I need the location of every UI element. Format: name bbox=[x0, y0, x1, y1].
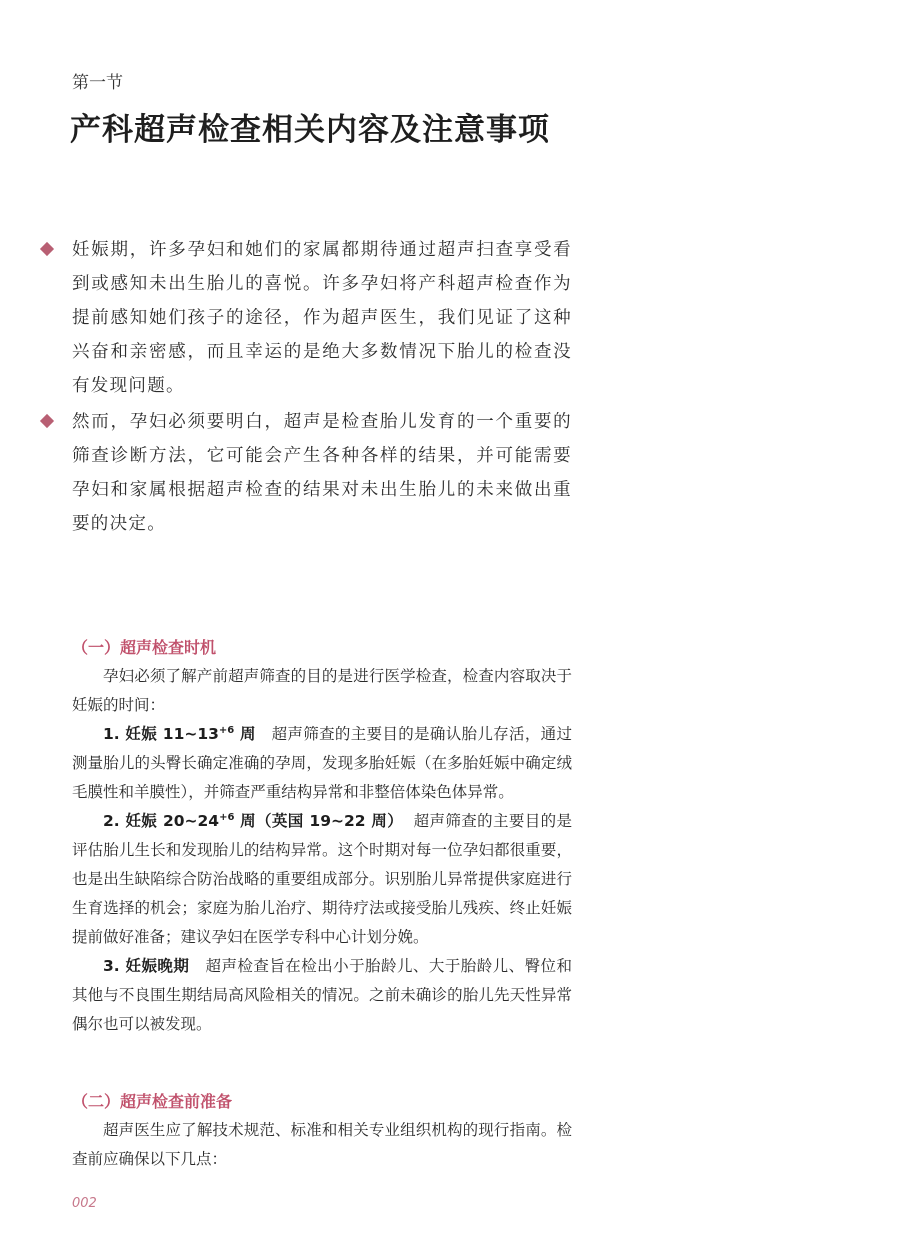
diamond-bullet-icon bbox=[40, 414, 54, 428]
section-heading: （一）超声检查时机 bbox=[72, 638, 217, 657]
section-timing bbox=[72, 633, 572, 1039]
intro-paragraph: 妊娠期，许多孕妇和她们的家属都期待通过超声扫查享受看到或感知未出生胎儿的喜悦。许多孕妇将产科超声检查作为提前感知她们孩子的途径，作为超声医生，我们见证了这种兴奋和亲密感，而且幸运的是绝大多数情况下胎儿的检查没有发现问题。 bbox=[72, 240, 572, 396]
timing-item-2 bbox=[72, 807, 572, 952]
timing-item-text: 超声筛查的主要目的是确认胎儿存活，通过测量胎儿的头臀长确定准确的孕周，发现多胎妊娠（在多胎妊娠中确定绒毛膜性和羊膜性），并筛查严重结构异常和非整倍体染色体异常。 bbox=[72, 725, 572, 801]
intro-paragraph: 然而，孕妇必须要明白，超声是检查胎儿发育的一个重要的筛查诊断方法，它可能会产生各种各样的结果，并可能需要孕妇和家属根据超声检查的结果对未出生胎儿的未来做出重要的决定。 bbox=[72, 412, 572, 534]
timing-item-text: 超声筛查的主要目的是评估胎儿生长和发现胎儿的结构异常。这个时期对每一位孕妇都很重要，也是出生缺陷综合防治战略的重要组成部分。识别胎儿异常提供家庭进行生育选择的机会；家庭为胎儿治疗、期待疗法或接受胎儿残疾、终止妊娠提前做好准备；建议孕妇在医学专科中心计划分娩。 bbox=[72, 812, 572, 946]
timing-item-label: 1. 妊娠 $11\sim 13^{+6}$ 周 bbox=[103, 724, 256, 743]
section-preparation bbox=[72, 1087, 572, 1174]
timing-item-label: 3. 妊娠晚期 bbox=[103, 957, 190, 975]
section-intro-paragraph: 超声医生应了解技术规范、标准和相关专业组织机构的现行指南。检查前应确保以下几点： bbox=[72, 1121, 572, 1168]
timing-item-label: 2. 妊娠 $20\sim 24^{+6}$ 周（英国 19~22 周） bbox=[103, 811, 404, 830]
intro-item bbox=[72, 405, 572, 541]
intro-block bbox=[72, 233, 572, 543]
timing-item-3 bbox=[72, 952, 572, 1039]
section-heading: （二）超声检查前准备 bbox=[72, 1092, 233, 1111]
page-number: 002 bbox=[72, 1196, 97, 1211]
timing-item-1 bbox=[72, 720, 572, 807]
chapter-title: 产科超声检查相关内容及注意事项 bbox=[70, 112, 550, 148]
intro-item bbox=[72, 233, 572, 403]
timing-item-text: 超声检查旨在检出小于胎龄儿、大于胎龄儿、臀位和其他与不良围生期结局高风险相关的情况。之前未确诊的胎儿先天性异常偶尔也可以被发现。 bbox=[72, 957, 572, 1033]
diamond-bullet-icon bbox=[40, 242, 54, 256]
section-intro-paragraph: 孕妇必须了解产前超声筛查的目的是进行医学检查，检查内容取决于妊娠的时间： bbox=[72, 667, 572, 714]
section-label: 第一节 bbox=[72, 73, 123, 93]
